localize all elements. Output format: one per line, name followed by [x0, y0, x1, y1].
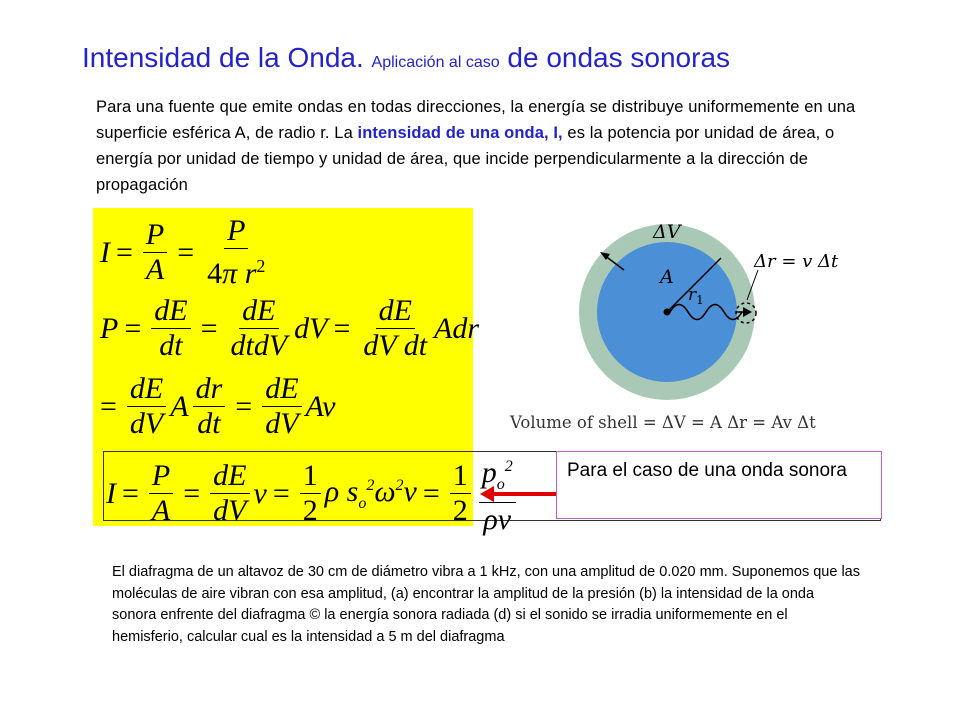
sound-wave-callout: [556, 451, 882, 519]
diagram-caption: Volume of shell = ΔV = A Δr = Av Δt: [510, 413, 816, 432]
intro-text-2: es la potencia por unidad de área, o energía por unidad de tiempo y unidad de área, que incide perpendicularmente a la dirección de propagación: [96, 124, 835, 194]
label-delta-v: ΔV: [653, 221, 681, 243]
equation-power: P = $\frac{dE}{dt}$ = $\frac{dE}{\text{dtdV}}$ dV = $\frac{dE}{\text{dV dt}}$ Adr: [100, 294, 480, 362]
title-subtitle-small: Aplicación al caso: [371, 54, 500, 71]
intro-text-1: Para una fuente que emite ondas en todas direcciones, la energía se distribuye uniformemente en una superficie esférica A, de radio r. La: [96, 98, 856, 142]
equation-power-continued: = $\frac{dE}{dV}$ A $\frac{dr}{dt}$ = $\frac{dE}{dV}$ Av: [100, 372, 336, 440]
label-r1: $r_1$: [688, 285, 704, 307]
page-title: [82, 38, 730, 83]
intro-paragraph: [96, 94, 886, 198]
title-main: Intensidad de la Onda.: [82, 42, 364, 73]
problem-statement: [112, 562, 862, 648]
title-subtitle-large: de ondas sonoras: [507, 42, 731, 73]
label-area: A: [660, 266, 674, 288]
problem-text: El diafragma de un altavoz de 30 cm de diámetro vibra a 1 kHz, con una amplitud de 0.020 mm. Suponemos que las moléculas de aire vibran con esa amplitud, (a) encontrar la amplitud de la presión (b) la intensidad de la onda sonora enfrente del diafragma © la energía sonora radiada (d) si el sonido se irradia uniformemente en el hemisferio, calcular cual es la intensidad a 5 m del diafragma: [112, 564, 860, 645]
callout-text: Para el caso de una onda sonora: [567, 460, 847, 481]
label-delta-r: Δr = v Δt: [754, 251, 839, 272]
intro-highlight: intensidad de una onda, I,: [357, 124, 563, 142]
equation-sound-intensity: I = $\frac{P}{A}$ = $\frac{dE}{dV}$ v = $\frac{1}{2}$ ρ $s_o^2\omega^2v$ = $\frac{1}{2}$ $\frac{p_o^2}{\rho v}$: [106, 450, 520, 537]
pointer-arrow: [476, 480, 566, 510]
spherical-shell-diagram: [500, 210, 880, 448]
equation-intensity: I = $\frac{P}{A}$ = $\frac{P}{4\pi r^2}$: [100, 214, 266, 290]
